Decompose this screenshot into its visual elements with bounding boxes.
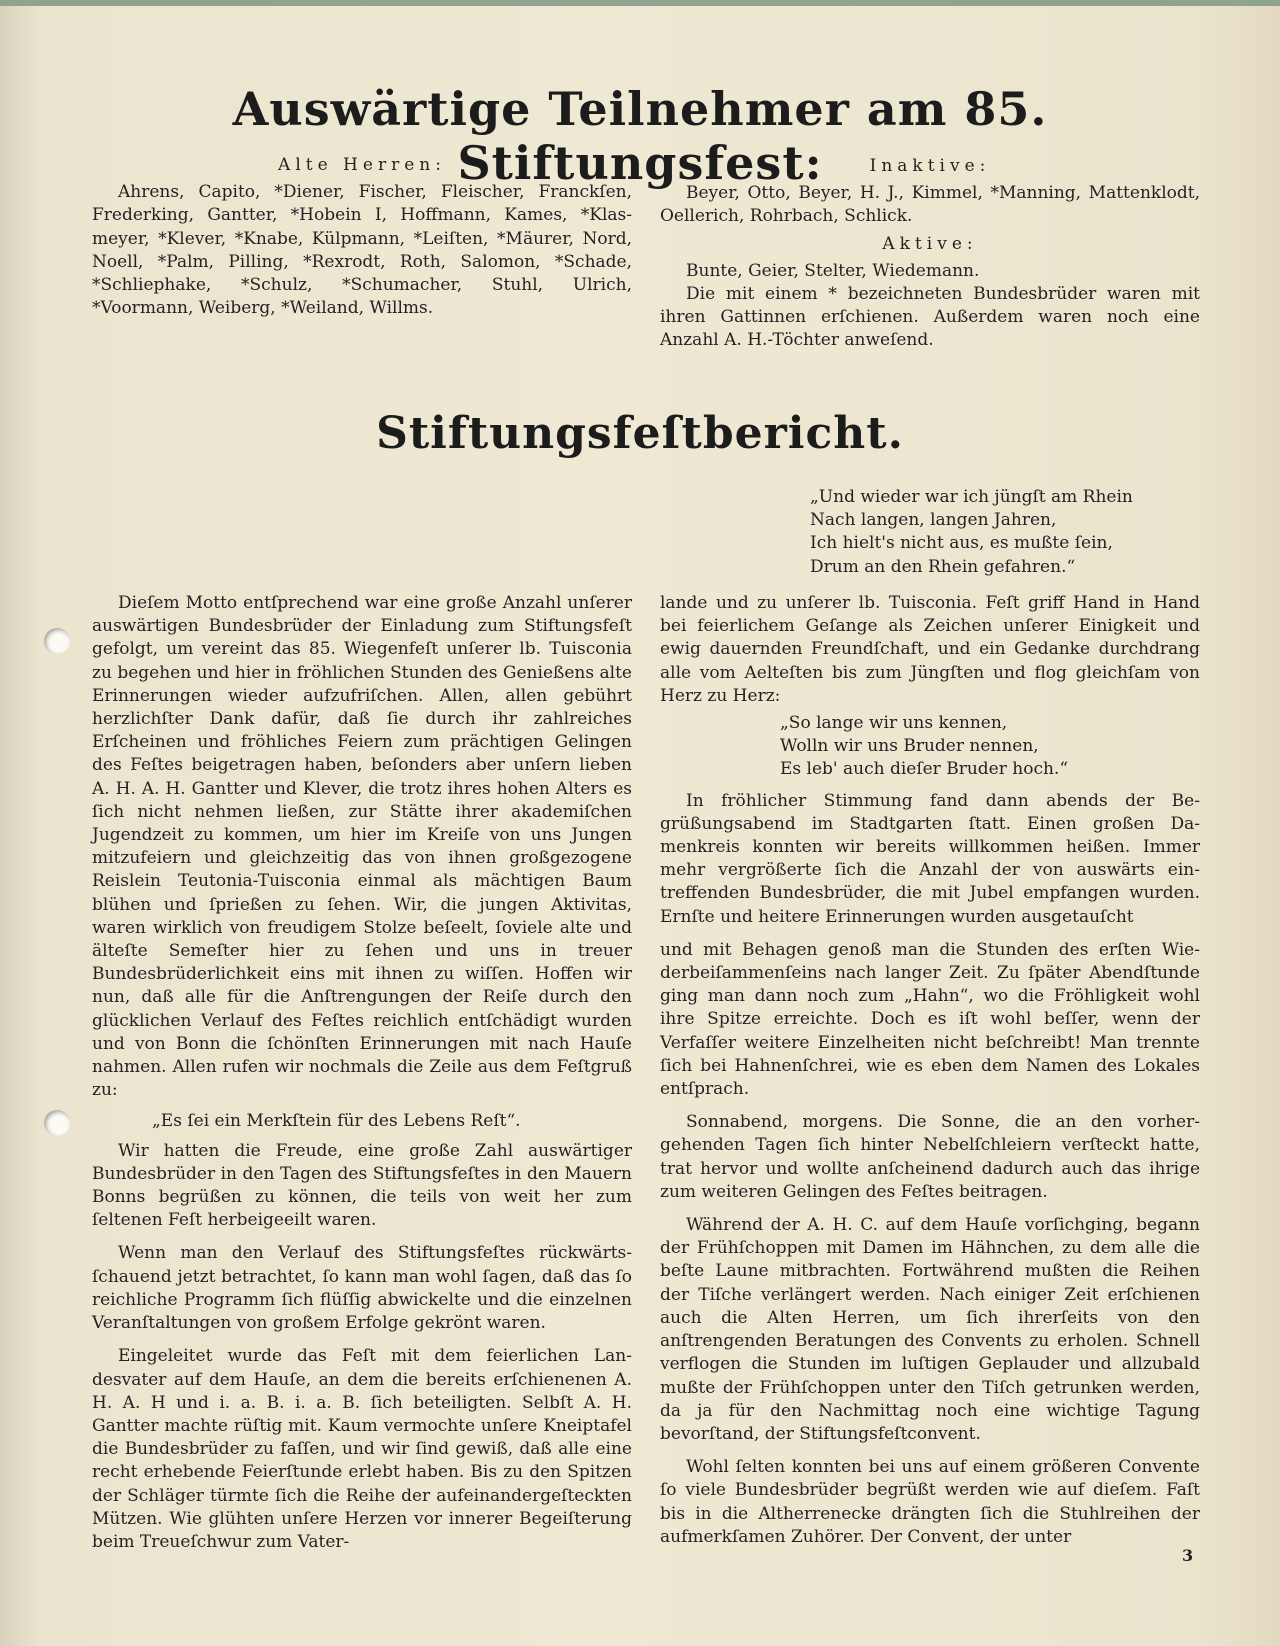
motto-line: Nach langen, langen Jahren, xyxy=(810,510,1057,531)
alte-herren-label: Alte Herren: xyxy=(278,155,446,175)
heading-report: Stiftungsfeſtbericht. xyxy=(376,408,904,459)
verse-line: „So lange wir uns kennen, xyxy=(780,713,1008,734)
paragraph: Während der A. H. C. auf dem Hauſe vorſichging, begann der Frühſchoppen mit Damen im Hähnchen, zu dem alle die beſte Laune mitbrachten. Fortwährend mußten die Reihen der Tiſche verlängert werden. Nach einiger Zeit erſchienen auch die Alten Herren, um ſich ihrerſeits von den anſtrengenden Beratungen des Convents zu erholen. Schnell verflogen die Stunden im luſtigen Geplauder und allzubald mußte der Frühſchoppen unter den Tiſch getrunken werden, da ja für den Nachmittag noch eine wichtige Tagung bevorſtand, der Stiftungsfeſtconvent. xyxy=(660,1215,1200,1444)
motto-line: Drum an den Rhein gefahren.“ xyxy=(810,556,1076,577)
quote xyxy=(92,1110,632,1133)
verse-line: Wolln wir uns Bruder nennen, xyxy=(780,736,1039,757)
paragraph: Wir hatten die Freude, eine große Zahl auswärtiger Bundesbrüder in den Tagen des Stiftungsfeſtes in den Mauern Bonns begrüßen zu können, die teils von weit her zum ſeltenen Feſt herbeigeeilt waren. xyxy=(92,1140,632,1231)
cover-edge-strip xyxy=(0,0,1280,6)
alte-herren-list: Ahrens, Capito, *Diener, Fischer, Fleischer, Franckſen, Frederking, Gantter, *Hobein I, Hoffmann, Kames, *Klasmeyer, *Klever, *Knabe, Külpmann, *Leiſten, *Mäurer, Nord, Noell, *Palm, Pilling, *Rexrodt, Roth, Salomon, *Schade, *Schliephake, *Schulz, *Schumacher, Stuhl, Ulrich, *Voormann, Weiberg, *Weiland, Willms. xyxy=(92,182,632,319)
page-number: 3 xyxy=(1182,1546,1194,1565)
motto-line: Ich hielt's nicht aus, es mußte ſein, xyxy=(810,533,1113,554)
paragraph: Eingeleitet wurde das Feſt mit dem feierlichen Landesvater auf dem Hauſe, an dem die bereits erſchienenen A. H. A. H und i. a. B. i. a. B. ſich beteiligten. Selbſt A. H. Gantter machte rüſtig mit. Kaum vermochte unſere Kneiptafel die Bundesbrüder zu faſſen, und wir ſind gewiß, daß alle eine recht erhebende Feierſtunde erlebt haben. Bis zu den Spitzen der Schläger türmte ſich die Reihe der aufeinandergeſteckten Mützen. Wie glühten unſere Herzen vor innerer Begeiſterung beim Treueſchwur zum Vater- xyxy=(92,1346,632,1552)
motto-verse xyxy=(810,486,1133,579)
alte-herren-section xyxy=(92,154,632,320)
punch-hole xyxy=(44,628,70,654)
quote-line: „Es ſei ein Merkſtein für des Lebens Reſt“. xyxy=(152,1111,521,1132)
punch-hole xyxy=(44,1110,70,1136)
report-column-right xyxy=(660,592,1200,1549)
paragraph: Sonnabend, morgens. Die Sonne, die an den vorhergehenden Tagen ſich hinter Nebelſchleiern verſteckt hatte, trat hervor und wollte anſcheinend dadurch auch das ihrige zum weiteren Gelingen des Feſtes beitragen. xyxy=(660,1112,1200,1202)
paragraph: Wenn man den Verlauf des Stiftungsfeſtes rückwärtsſchauend jetzt betrachtet, ſo kann man wohl ſagen, daß das ſo reichliche Programm ſich flüſſig abwickelte und die einzelnen Veranſtaltungen von großem Erfolge gekrönt waren. xyxy=(92,1243,632,1334)
report-column-left xyxy=(92,592,632,1554)
inaktive-label: Inaktive: xyxy=(869,156,991,176)
paragraph: Wohl ſelten konnten bei uns auf einem größeren Convente ſo viele Bundesbrüder begrüßt werden wie auf dieſem. Faſt bis in die Altherrenecke drängten ſich die Stuhlreihen der aufmerkſamen Zuhörer. Der Convent, der unter xyxy=(660,1457,1200,1547)
paragraph: lande und zu unſerer lb. Tuisconia. Feſt griff Hand in Hand bei feierlichem Geſange als Zeichen unſerer Einigkeit und ewig dauernden Freundſchaft, und ein Gedanke durchdrang alle vom Aelteſten bis zum Jüngſten und flog gleichſam von Herz zu Herz: xyxy=(660,593,1200,706)
toast-verse xyxy=(660,712,1200,782)
paragraph: und mit Behagen genoß man die Stunden des erſten Wiederbeiſammenſeins nach langer Zeit. Zu ſpäter Abendſtunde ging man dann noch zum „Hahn“, wo die Fröhligkeit wohl ihre Spitze erreichte. Doch es iſt wohl beſſer, wenn der Verfaſſer weitere Einzelheiten nicht beſchreibt! Man trennte ſich bei Hahnenſchrei, wie es eben dem Namen des Lokales entſprach. xyxy=(660,939,1200,1100)
attendance-note: Die mit einem * bezeichneten Bundesbrüder waren mit ihren Gattinnen erſchienen. Außerdem waren noch eine Anzahl A. H.-Töchter anweſend. xyxy=(660,284,1200,351)
aktive-label: Aktive: xyxy=(882,233,978,254)
paragraph: In fröhlicher Stimmung fand dann abends der Begrüßungsabend im Stadtgarten ſtatt. Einen großen Damenkreis konnten wir bereits willkommen heißen. Immer mehr vergrößerte ſich die Anzahl der von auswärts eintreffenden Bundesbrüder, die mit Jubel empfangen wurden. Ernſte und heitere Erinnerungen wurden ausgetauſcht xyxy=(660,790,1200,927)
inaktive-list: Beyer, Otto, Beyer, H. J., Kimmel, *Manning, Mattenklodt, Oellerich, Rohrbach, Schlick. xyxy=(660,183,1200,227)
paragraph: Dieſem Motto entſprechend war eine große Anzahl unſerer auswärtigen Bundesbrüder der Einladung zum Stiftungsfeſt gefolgt, um vereint das 85. Wiegenfeſt unſerer lb. Tuisconia zu begehen und hier in fröhlichen Stunden des Genießens alte Erinnerungen wieder aufzufriſchen. Allen, allen gebührt herzlichſter Dank dafür, daß ſie durch ihr zahlreiches Erſcheinen und fröhliches Feiern zum prächtigen Gelingen des Feſtes beigetragen haben, beſonders aber unſern lieben A. H. A. H. Gantter und Klever, die trotz ihres hohen Alters es ſich nicht nehmen ließen, zur Stätte ihrer akademiſchen Jugendzeit zu kommen, um hier im Kreiſe von uns Jungen mitzufeiern und gleichzeitig das von ihnen großgezogene Reislein Teutonia-Tuisconia einmal als mächtigen Baum blühen und ſprießen zu ſehen. Wir, die jungen Aktivitas, waren wirklich von freudigem Stolze beſeelt, ſoviele alte und älteſte Semeſter hier zu ſehen und uns in treuer Bundesbrüderlichkeit eins mit ihnen zu wiſſen. Hoffen wir nun, daß alle für die Anſtrengungen der Reiſe durch den glücklichen Verlauf des Feſtes reichlich entſchädigt wurden und von Bonn die ſchönſten Erinnerungen mit nach Hauſe nahmen. Allen rufen wir nochmals die Zeile aus dem Feſtgruß zu: xyxy=(92,593,632,1101)
motto-line: „Und wieder war ich jüngſt am Rhein xyxy=(810,487,1133,507)
heading-participants: Auswärtige Teilnehmer am 85. Stiftungsfest: xyxy=(232,82,1048,190)
aktive-list: Bunte, Geier, Stelter, Wiedemann. xyxy=(686,260,980,281)
verse-line: Es leb' auch dieſer Bruder hoch.“ xyxy=(780,759,1069,780)
aktive-inaktive-section xyxy=(660,155,1200,353)
